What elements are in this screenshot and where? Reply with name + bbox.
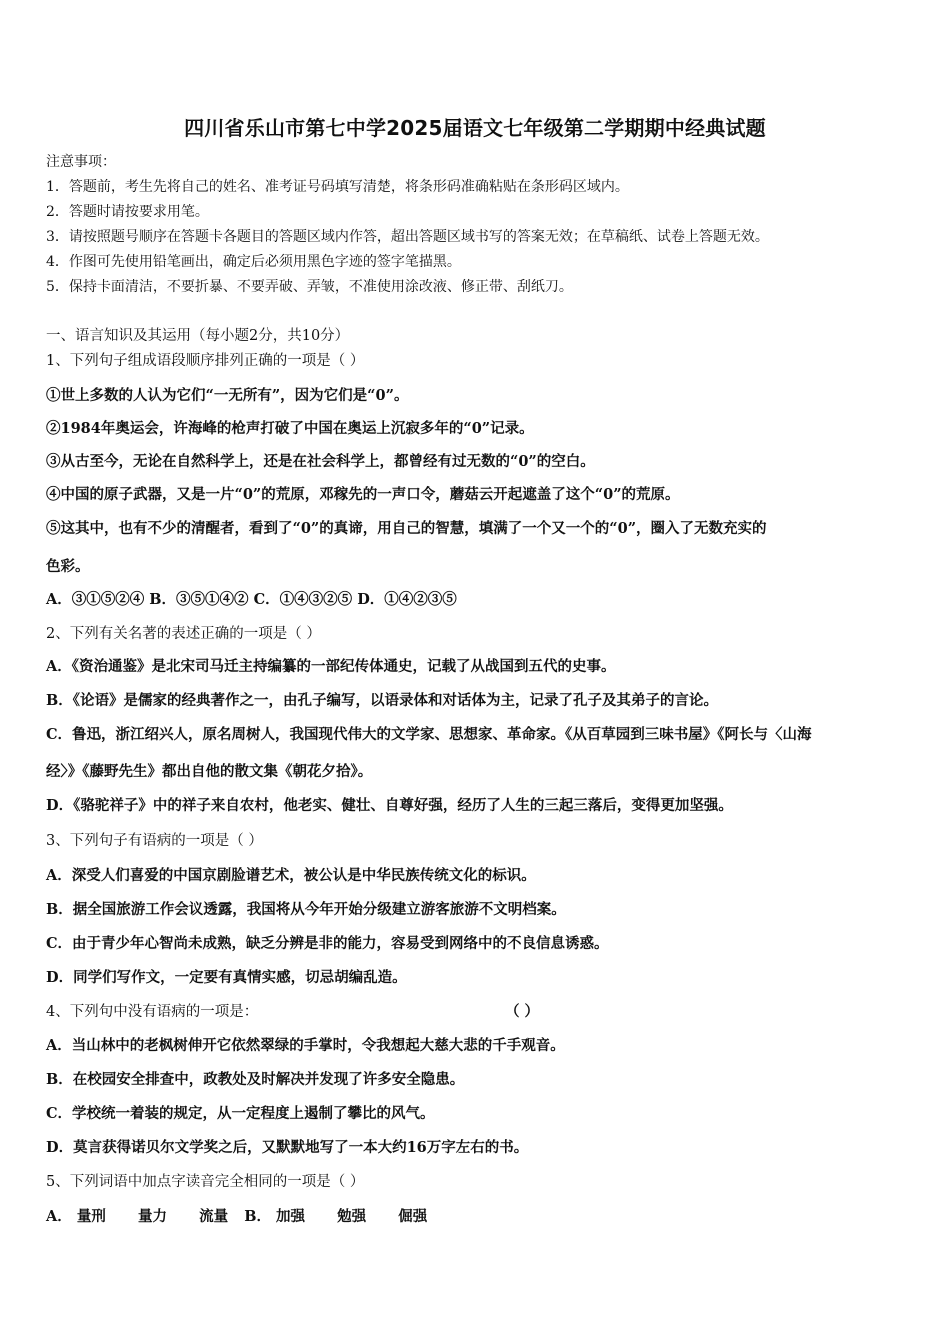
q5-option-b-word-3: 倔强 bbox=[398, 1208, 428, 1225]
q3-option-b: B．据全国旅游工作会议透露，我国将从今年开始分级建立游客旅游不文明档案。 bbox=[46, 901, 566, 918]
q1-sentence-5: ⑤这其中，也有不少的清醒者，看到了“0”的真谛，用自己的智慧，填满了一个又一个的“0”，圈入了无数充实的 bbox=[46, 520, 767, 537]
q5-option-a-word-2: 量力 bbox=[137, 1208, 167, 1225]
q1-sentence-1: ①世上多数的人认为它们“一无所有”，因为它们是“0”。 bbox=[46, 387, 409, 404]
q2-option-b: B．《论语》是儒家的经典著作之一，由孔子编写，以语录体和对话体为主，记录了孔子及其弟子的言论。 bbox=[46, 692, 719, 709]
q2-option-c-cont: 经〉》《藤野先生》都出自他的散文集《朝花夕拾》。 bbox=[46, 763, 373, 780]
q3-option-a: A．深受人们喜爱的中国京剧脸谱艺术，被公认是中华民族传统文化的标识。 bbox=[46, 867, 536, 884]
q1-sentence-3: ③从古至今，无论在自然科学上，还是在社会科学上，都曾经有过无数的“0”的空白。 bbox=[46, 453, 595, 470]
section-heading: 一、语言知识及其运用（每小题2分，共10分） bbox=[46, 328, 350, 344]
q5-stem: 5、下列词语中加点字读音完全相同的一项是（ ） bbox=[46, 1174, 365, 1190]
notice-item-5: 5．保持卡面清洁，不要折暴、不要弄破、弄皱，不准使用涂改液、修正带、刮纸刀。 bbox=[46, 279, 573, 295]
notice-item-2: 2．答题时请按要求用笔。 bbox=[46, 204, 209, 220]
q1-sentence-5-cont: 色彩。 bbox=[46, 558, 90, 575]
q3-option-c: C．由于青少年心智尚未成熟，缺乏分辨是非的能力，容易受到网络中的不良信息诱惑。 bbox=[46, 935, 609, 952]
q3-option-d: D．同学们写作文，一定要有真情实感，切忌胡编乱造。 bbox=[46, 969, 407, 986]
notice-heading: 注意事项： bbox=[46, 154, 116, 170]
q5-option-a-label: A． bbox=[46, 1208, 72, 1225]
q5-option-b-word-1: 加强 bbox=[276, 1208, 306, 1225]
q5-option-b-label: B． bbox=[244, 1208, 271, 1225]
q4-option-d: D．莫言获得诺贝尔文学奖之后，又默默地写了一本大约16万字左右的书。 bbox=[46, 1139, 529, 1156]
q3-stem: 3、下列句子有语病的一项是（ ） bbox=[46, 833, 263, 849]
q4-answer-paren: （ ） bbox=[505, 1003, 540, 1020]
q4-option-b: B．在校园安全排查中，政教处及时解决并发现了许多安全隐患。 bbox=[46, 1071, 465, 1088]
q2-stem: 2、下列有关名著的表述正确的一项是（ ） bbox=[46, 626, 321, 642]
q2-option-a: A．《资治通鉴》是北宋司马迁主持编纂的一部纪传体通史，记载了从战国到五代的史事。 bbox=[46, 658, 616, 675]
notice-item-3: 3．请按照题号顺序在答题卡各题目的答题区域内作答，超出答题区域书写的答案无效；在草稿纸、试卷上答题无效。 bbox=[46, 229, 769, 245]
q5-option-b-word-2: 勉强 bbox=[337, 1208, 367, 1225]
q5-option-a-word-1: 量刑 bbox=[76, 1208, 106, 1225]
q4-stem: 4、下列句中没有语病的一项是： bbox=[46, 1004, 259, 1020]
notice-item-4: 4．作图可先使用铅笔画出，确定后必须用黑色字迹的签字笔描黑。 bbox=[46, 254, 461, 270]
document-title: 四川省乐山市第七中学2025届语文七年级第二学期期中经典试题 bbox=[184, 116, 766, 140]
q2-option-d: D．《骆驼祥子》中的祥子来自农村，他老实、健壮、自尊好强，经历了人生的三起三落后，变得更加坚强。 bbox=[46, 797, 733, 814]
q1-sentence-2: ②1984年奥运会，许海峰的枪声打破了中国在奥运上沉寂多年的“0”记录。 bbox=[46, 420, 534, 437]
q5-options-row bbox=[46, 1207, 427, 1227]
q2-option-c: C．鲁迅，浙江绍兴人，原名周树人，我国现代伟大的文学家、思想家、革命家。《从百草园到三味书屋》《阿长与〈山海 bbox=[46, 726, 812, 743]
notice-item-1: 1．答题前，考生先将自己的姓名、准考证号码填写清楚，将条形码准确粘贴在条形码区域内。 bbox=[46, 179, 629, 195]
q4-option-c: C．学校统一着装的规定，从一定程度上遏制了攀比的风气。 bbox=[46, 1105, 435, 1122]
q1-options: A．③①⑤②④ B．③⑤①④② C．①④③②⑤ D．①④②③⑤ bbox=[46, 591, 457, 608]
q5-option-a-word-3: 流量 bbox=[199, 1208, 229, 1225]
q1-stem: 1、下列句子组成语段顺序排列正确的一项是（ ） bbox=[46, 353, 365, 369]
q4-option-a: A．当山林中的老枫树伸开它依然翠绿的手掌时，令我想起大慈大悲的千手观音。 bbox=[46, 1037, 565, 1054]
q1-sentence-4: ④中国的原子武器，又是一片“0”的荒原，邓稼先的一声口令，蘑菇云开起遮盖了这个“0”的荒原。 bbox=[46, 486, 680, 503]
